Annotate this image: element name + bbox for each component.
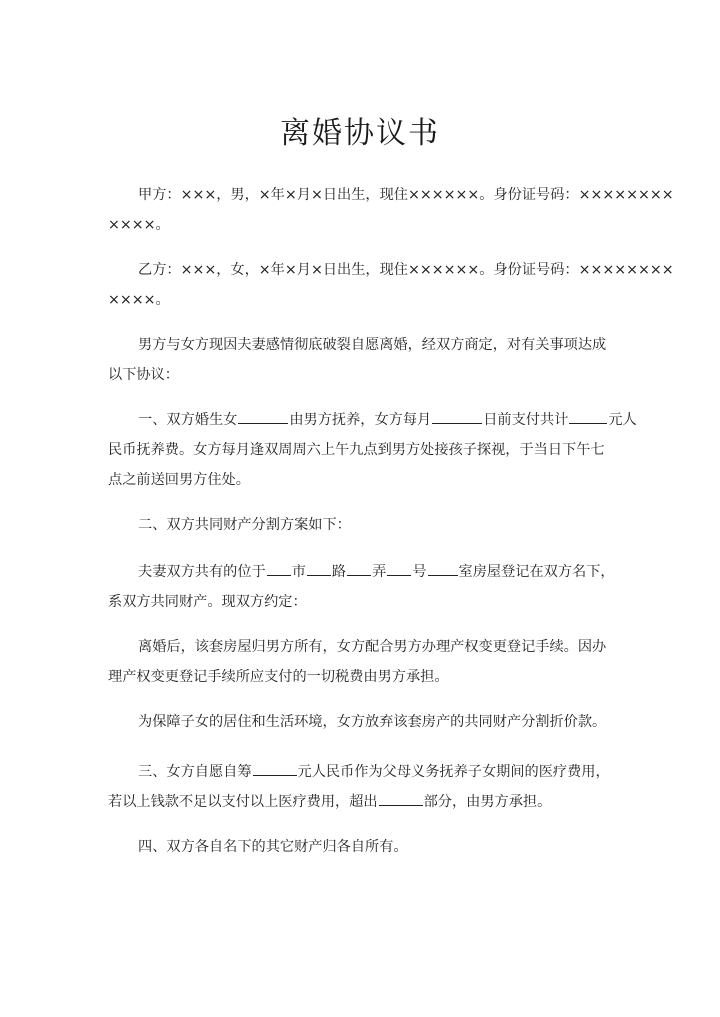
text-segment: 一、双方婚生女: [138, 412, 238, 428]
fill-in-blank-lane[interactable]: [347, 561, 371, 576]
text-segment: 三、女方自愿自筹: [138, 764, 252, 780]
paragraph-line: 系双方共同财产。现双方约定：: [108, 594, 307, 610]
text-segment: 由男方抚养，女方每月: [289, 412, 432, 428]
document-title: 离婚协议书: [280, 116, 440, 151]
paragraph-line: [108, 557, 616, 587]
text-segment: 夫妻双方共有的位于: [138, 564, 266, 580]
text-segment: 若以上钱款不足以支付以上医疗费用，超出: [108, 794, 378, 810]
paragraph-line: 理产权变更登记手续所应支付的一切税费由男方承担。: [108, 669, 449, 685]
paragraph-clause-2-after: [108, 632, 616, 692]
paragraph-line: 民币抚养费。女方每月逢双周周六上午九点到男方处接孩子探视，于当日下午七: [108, 442, 605, 458]
text-segment: 弄: [372, 564, 387, 580]
paragraph-line: [108, 405, 637, 435]
text-segment: 部分，由男方承担。: [423, 794, 552, 810]
fill-in-blank-city[interactable]: [267, 561, 291, 576]
text-segment: 路: [331, 564, 347, 580]
paragraph-line: 乙方：×××，女，×年×月×日出生，现住××××××。身份证号码：××××××××: [138, 262, 674, 278]
paragraph-line: 以下协议：: [108, 367, 179, 383]
paragraph-preamble: [108, 330, 616, 390]
fill-in-blank-excess[interactable]: [379, 791, 423, 806]
fill-in-blank-medical-fund[interactable]: [253, 761, 297, 776]
fill-in-blank-road[interactable]: [307, 561, 331, 576]
text-segment: 室房屋登记在双方名下，: [458, 564, 615, 580]
paragraph-clause-1: [108, 405, 637, 495]
paragraph-line: ××××。: [108, 292, 170, 308]
paragraph-line: 离婚后，该套房屋归男方所有，女方配合男方办理产权变更登记手续。因办: [138, 639, 607, 655]
text-segment: 号: [412, 564, 427, 580]
fill-in-blank-amount[interactable]: [569, 409, 607, 424]
paragraph-line: 为保障子女的居住和生活环境，女方放弃该套房产的共同财产分割折价款。: [138, 714, 607, 730]
paragraph-party-b: [108, 255, 674, 315]
paragraph-party-a: [108, 180, 674, 240]
fill-in-blank-day[interactable]: [432, 409, 482, 424]
paragraph-clause-2: [108, 510, 616, 540]
paragraph-line: 点之前送回男方住处。: [108, 472, 250, 488]
paragraph-clause-3: [108, 757, 616, 817]
paragraph-clause-2-property: [108, 557, 616, 617]
text-segment: 市: [291, 564, 306, 580]
paragraph-line: 甲方：×××，男，×年×月×日出生，现住××××××。身份证号码：××××××××: [138, 187, 674, 203]
paragraph-line: ××××。: [108, 217, 170, 233]
text-segment: 元人民币作为父母义务抚养子女期间的医疗费用，: [297, 764, 610, 780]
paragraph-clause-2-waiver: [108, 707, 616, 737]
paragraph-line: [108, 787, 616, 817]
fill-in-blank-number[interactable]: [387, 561, 411, 576]
paragraph-line: [108, 757, 616, 787]
paragraph-line: 四、双方各自名下的其它财产归各自所有。: [138, 839, 408, 855]
fill-in-blank-daughter[interactable]: [238, 409, 288, 424]
paragraph-clause-4: [108, 832, 616, 862]
text-segment: 元人: [608, 412, 637, 428]
text-segment: 日前支付共计: [483, 412, 569, 428]
paragraph-line: 男方与女方现因夫妻感情彻底破裂自愿离婚，经双方商定，对有关事项达成: [138, 337, 607, 353]
fill-in-blank-room[interactable]: [428, 561, 458, 576]
paragraph-line: 二、双方共同财产分割方案如下：: [138, 517, 351, 533]
